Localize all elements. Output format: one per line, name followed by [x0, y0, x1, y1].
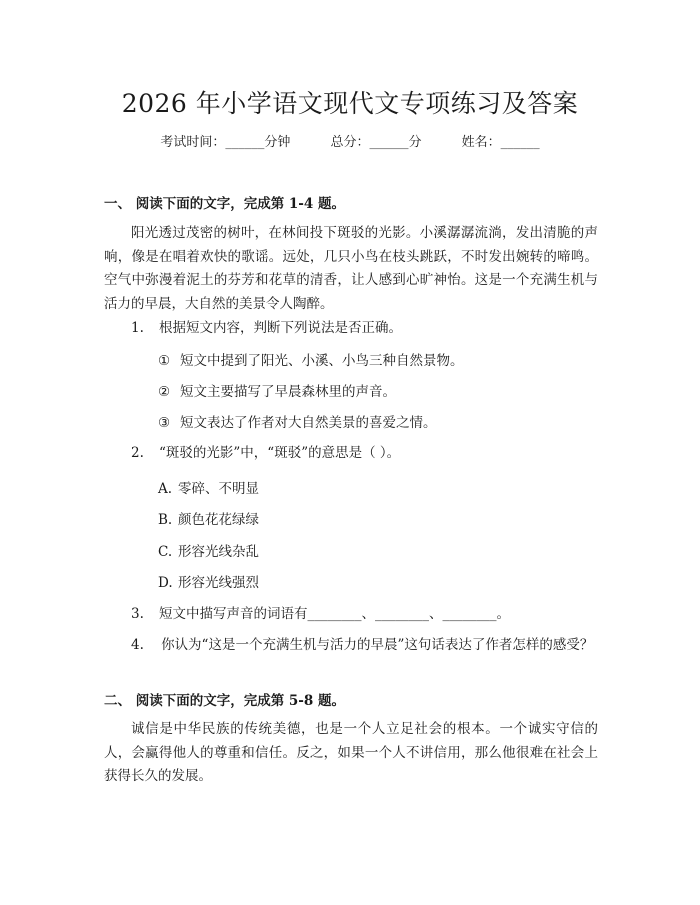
item-text: 短文表达了作者对大自然美景的喜爱之情。 [180, 415, 437, 431]
question-3 [131, 603, 598, 626]
item-text: 短文主要描写了早晨森林里的声音。 [180, 384, 396, 400]
question-3-text: 短文中描写声音的词语有________、________、________。 [159, 606, 510, 622]
question-4 [104, 634, 598, 658]
item-text: 短文中提到了阳光、小溪、小鸟三种自然景物。 [180, 353, 464, 369]
exam-score-field: 总分：______分 [330, 135, 422, 150]
item-marker: ② [158, 384, 171, 400]
question-4-text: 你认为“这是一个充满生机与活力的早晨”这句话表达了作者怎样的感受？ [161, 637, 594, 653]
question-1-item-2 [158, 380, 396, 400]
exam-name-field: 姓名：______ [461, 135, 540, 150]
question-2-text: “斑驳的光影”中，“斑驳”的意思是（ ）。 [159, 445, 401, 461]
section-2-heading: 二、 阅读下面的文字，完成第 5-8 题。 [104, 693, 345, 709]
question-2-option-c [158, 540, 259, 560]
section-2-passage: 诚信是中华民族的传统美德，也是一个人立足社会的根本。一个诚实守信的人，会赢得他人的尊重和信任。反之，如果一个人不讲信用，那么他很难在社会上获得长久的发展。 [104, 721, 598, 784]
question-1 [131, 317, 598, 340]
exam-time-field: 考试时间：______分钟 [160, 135, 291, 150]
question-1-item-3 [158, 411, 437, 431]
question-3-number: 3. [131, 606, 144, 622]
question-1-text: 根据短文内容，判断下列说法是否正确。 [159, 320, 402, 336]
question-2-option-d [158, 571, 259, 591]
option-marker: B. [158, 512, 173, 528]
section-1-heading: 一、 阅读下面的文字，完成第 1-4 题。 [104, 196, 345, 212]
question-1-item-1 [158, 349, 464, 369]
option-marker: A. [158, 481, 173, 497]
question-2 [131, 442, 598, 465]
section-1-passage: 阳光透过茂密的树叶，在林间投下斑驳的光影。小溪潺潺流淌，发出清脆的声响，像是在唱着欢快的歌谣。远处，几只小鸟在枝头跳跃，不时发出婉转的啼鸣。空气中弥漫着泥土的芬芳和花草的清香，让人感到心旷神怡。这是一个充满生机与活力的早晨，大自然的美景令人陶醉。 [104, 225, 598, 312]
option-marker: C. [158, 544, 173, 560]
option-text: 形容光线强烈 [178, 575, 259, 591]
option-text: 零碎、不明显 [178, 481, 259, 497]
item-marker: ③ [158, 415, 171, 431]
item-marker: ① [158, 353, 171, 369]
question-2-option-a [158, 477, 259, 497]
exam-meta [0, 131, 700, 150]
option-marker: D. [158, 575, 173, 591]
question-1-number: 1. [131, 320, 144, 336]
option-text: 形容光线杂乱 [178, 544, 259, 560]
page-title: 2026 年小学语文现代文专项练习及答案 [121, 89, 579, 118]
option-text: 颜色花花绿绿 [178, 512, 259, 528]
question-4-number: 4. [131, 637, 144, 653]
question-2-option-b [158, 508, 259, 528]
question-2-number: 2. [131, 445, 144, 461]
